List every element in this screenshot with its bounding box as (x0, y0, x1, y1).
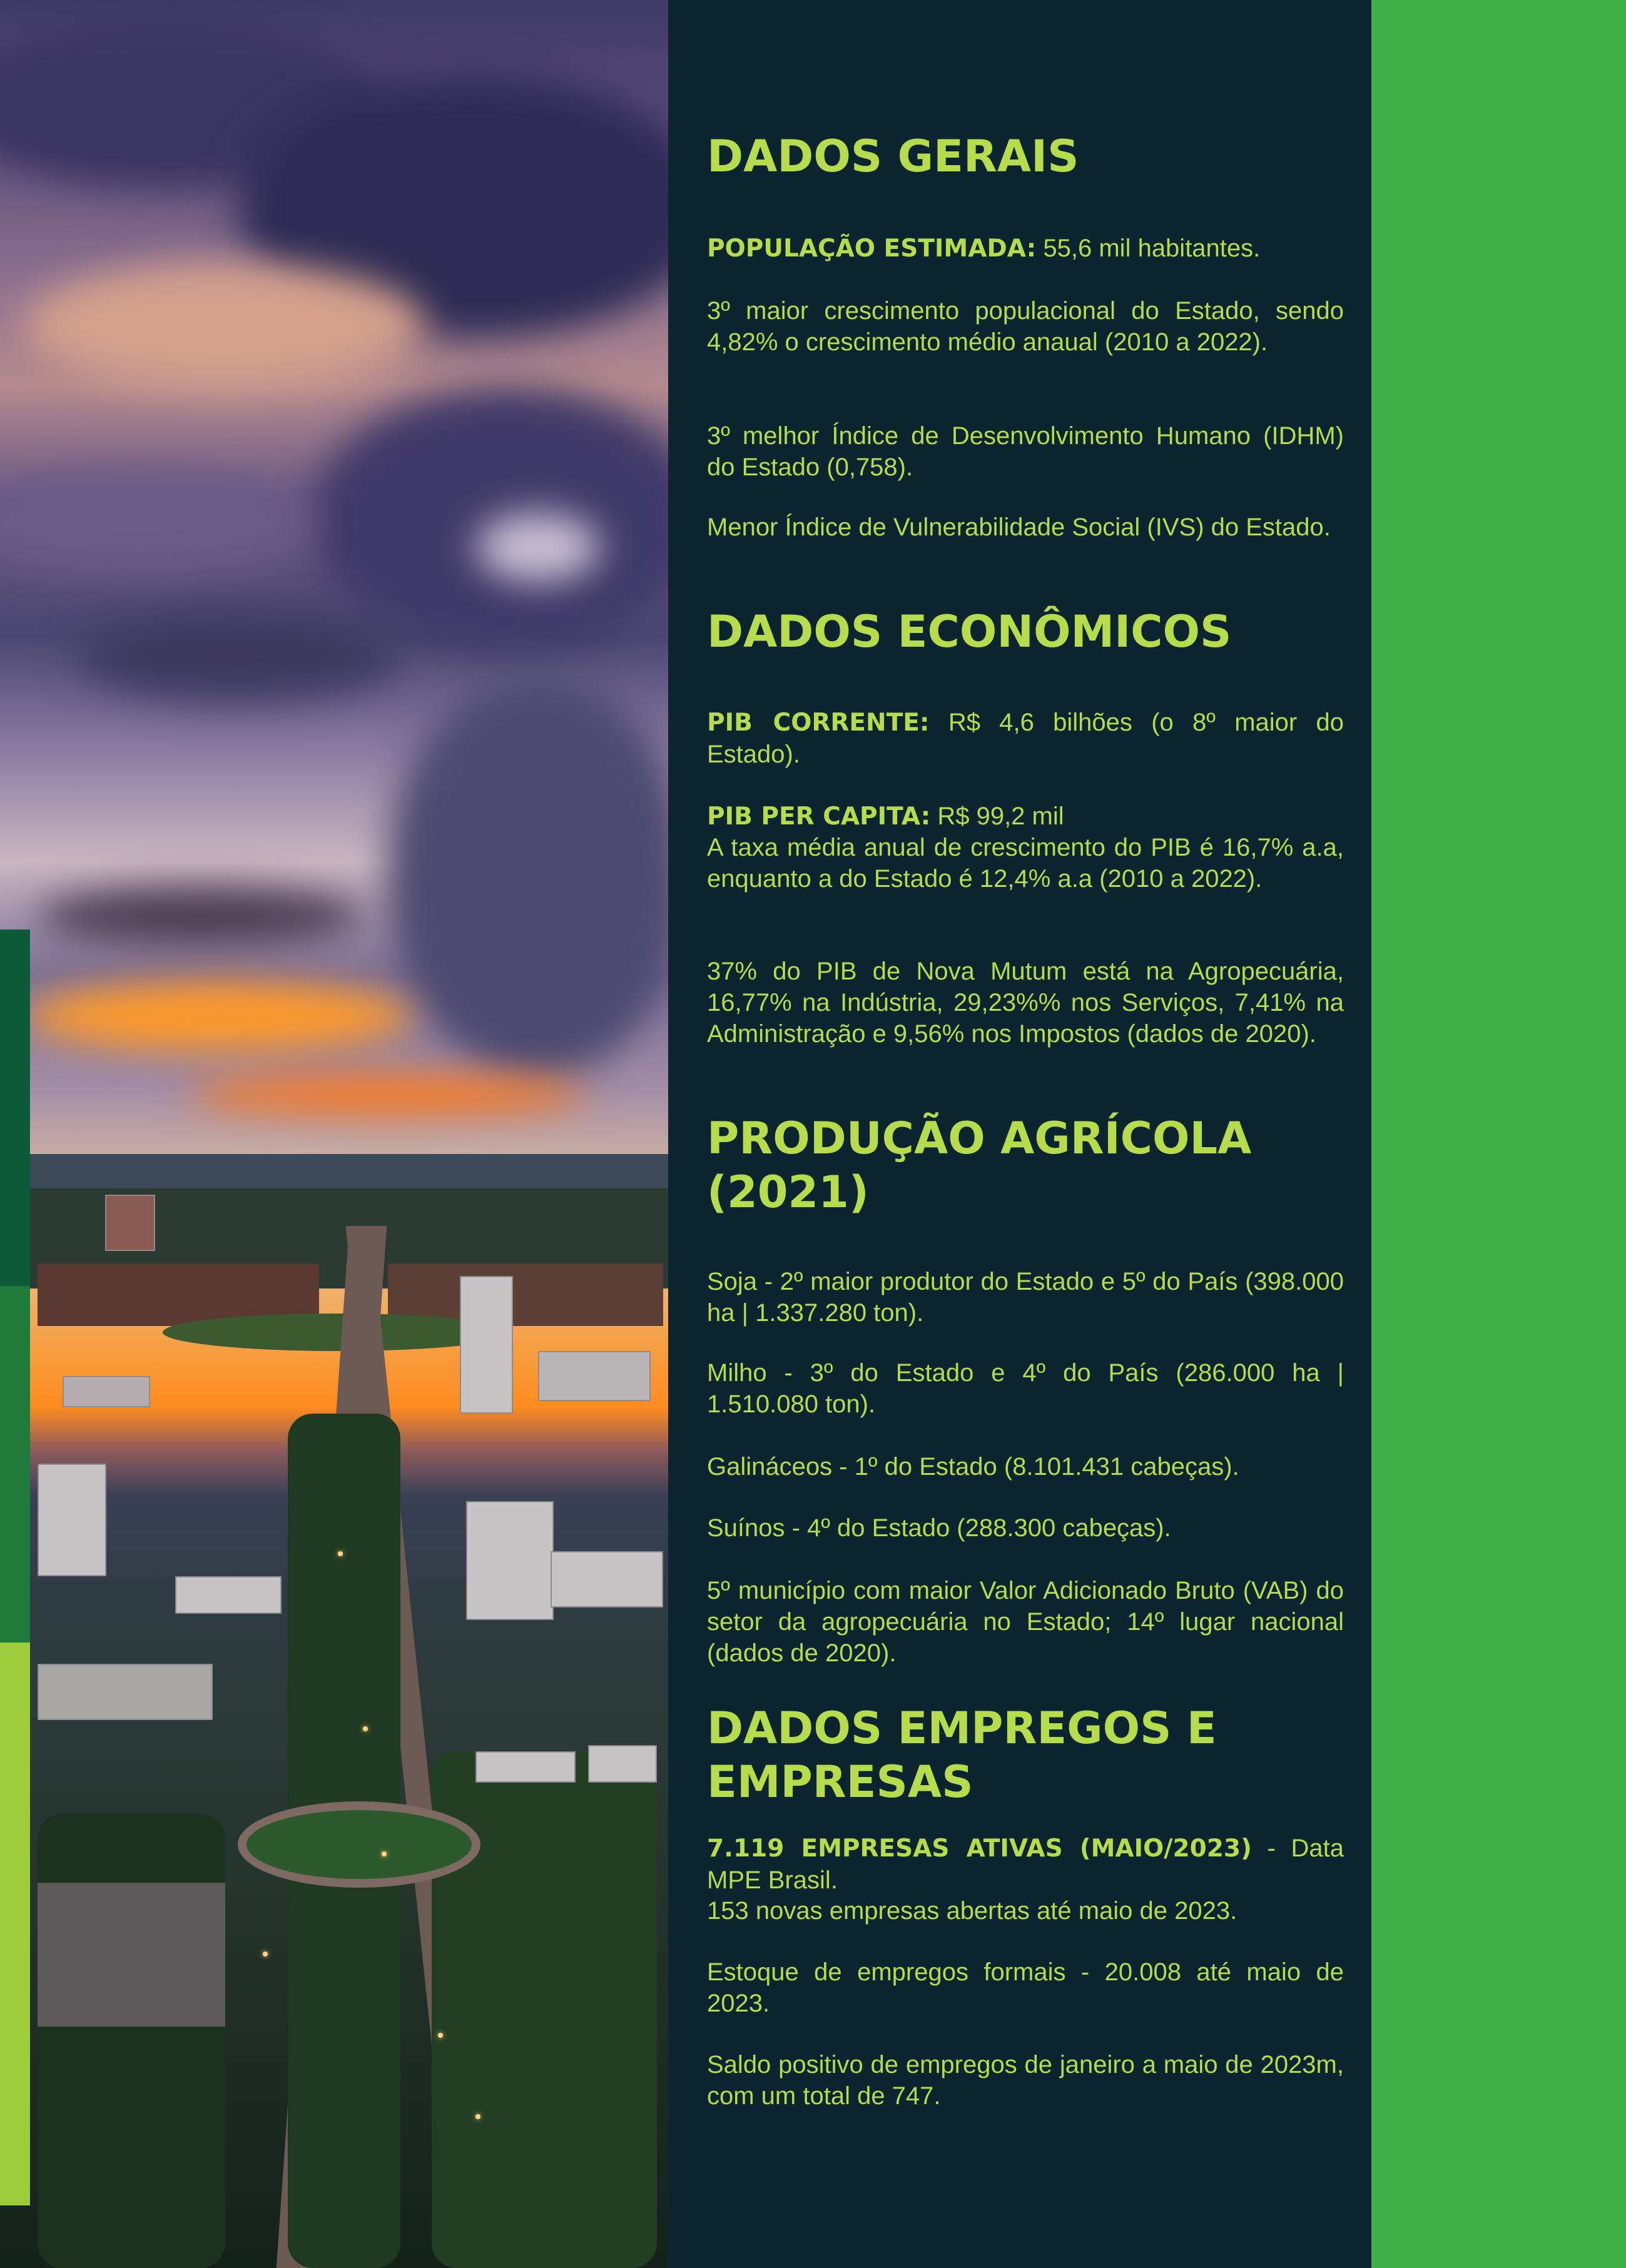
composicao-pib: 37% do PIB de Nova Mutum está na Agropecuária, 16,77% na Indústria, 29,23%% nos Serviços, 7,41% na Administração e 9,56% nos Impostos (dados de 2020). (707, 958, 1344, 1048)
green-side-strip (1371, 0, 1626, 2268)
pib-per-capita-label: PIB PER CAPITA: (707, 802, 931, 831)
heading-producao-agricola: PRODUÇÃO AGRÍCOLA (2021) (707, 1113, 1252, 1218)
ivs: Menor Índice de Vulnerabilidade Social (IVS) do Estado. (707, 514, 1331, 541)
populacao-estimada (707, 233, 1344, 265)
idhm: 3º melhor Índice de Desenvolvimento Humano (IDHM) do Estado (0,758). (707, 422, 1344, 481)
producao-suinos: Suínos - 4º do Estado (288.300 cabeças). (707, 1514, 1171, 1542)
crescimento-populacional: 3º maior crescimento populacional do Estado, sendo 4,82% o crescimento médio anaual (2010 a 2022). (707, 297, 1344, 356)
content-panel (668, 0, 1371, 2268)
pib-per-capita-value: R$ 99,2 mil (930, 802, 1064, 830)
side-color-bar-lime (0, 1643, 30, 2205)
populacao-label: POPULAÇÃO ESTIMADA: (707, 235, 1037, 263)
heading-dados-empregos-empresas: DADOS EMPREGOS E EMPRESAS (707, 1703, 1217, 1808)
pib-per-capita (707, 801, 1344, 833)
populacao-value: 55,6 mil habitantes. (1036, 235, 1261, 262)
saldo-empregos: Saldo positivo de empregos de janeiro a maio de 2023m, com um total de 747. (707, 2051, 1344, 2110)
side-color-bar-green (0, 1286, 30, 1643)
producao-soja: Soja - 2º maior produtor do Estado e 5º do País (398.000 ha | 1.337.280 ton). (707, 1268, 1344, 1327)
pib-corrente-label: PIB CORRENTE: (707, 709, 930, 737)
aerial-city-photo (0, 0, 668, 2268)
vab-agropecuaria: 5º município com maior Valor Adicionado Bruto (VAB) do setor da agropecuária no Estado; 14º lugar nacional (dados de 2020). (707, 1577, 1344, 1667)
estoque-empregos: Estoque de empregos formais - 20.008 até maio de 2023. (707, 1958, 1344, 2017)
empresas-ativas-label: 7.119 EMPRESAS ATIVAS (MAIO/2023) (707, 1835, 1252, 1863)
producao-milho: Milho - 3º do Estado e 4º do País (286.000 ha | 1.510.080 ton). (707, 1359, 1344, 1418)
producao-galinaceos: Galináceos - 1º do Estado (8.101.431 cabeças). (707, 1453, 1239, 1481)
pib-corrente-value: R$ 4,6 bilhões (o 8º maior do Estado). (707, 709, 1344, 768)
side-color-bar-dark-green (0, 929, 30, 1286)
heading-dados-economicos: DADOS ECONÔMICOS (707, 606, 1232, 657)
pib-corrente (707, 707, 1344, 770)
novas-empresas: 153 novas empresas abertas até maio de 2023. (707, 1897, 1237, 1925)
heading-dados-gerais: DADOS GERAIS (707, 131, 1079, 182)
taxa-crescimento-pib: A taxa média anual de crescimento do PIB é 16,7% a.a, enquanto a do Estado é 12,4% a.a (2010 a 2022). (707, 834, 1344, 893)
empresas-ativas (707, 1833, 1344, 1896)
empresas-ativas-value: - Data MPE Brasil. (707, 1835, 1344, 1894)
